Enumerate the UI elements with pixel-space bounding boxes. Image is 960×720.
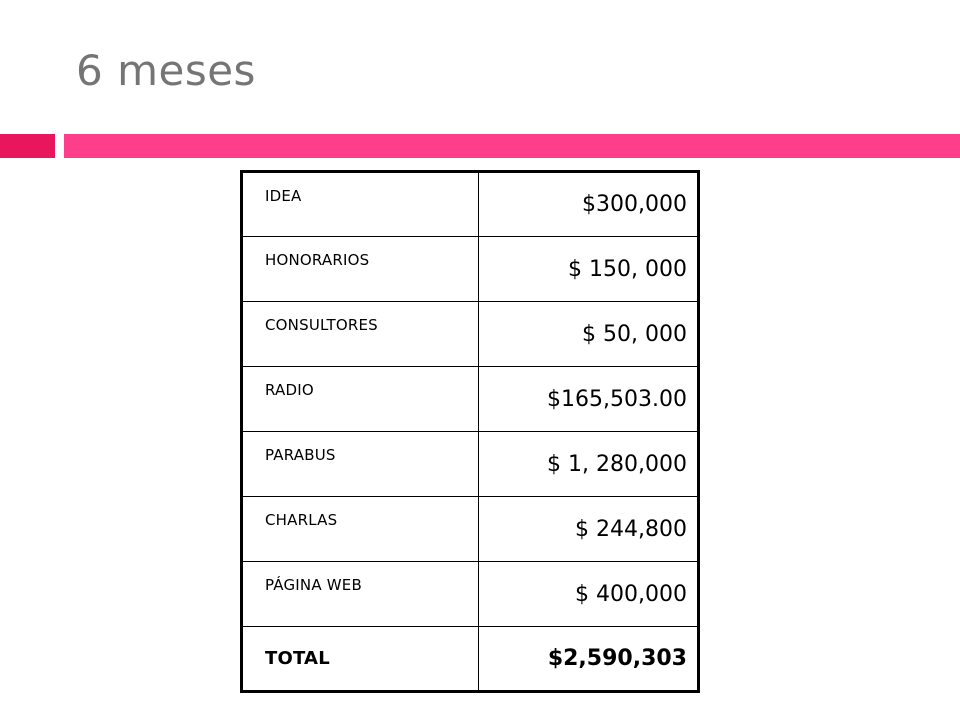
table-row bbox=[242, 497, 699, 562]
budget-table bbox=[240, 170, 700, 693]
row-label: IDEA bbox=[242, 172, 479, 237]
table-row bbox=[242, 237, 699, 302]
row-value: $ 1, 280,000 bbox=[479, 432, 699, 497]
total-value: $2,590,303 bbox=[479, 627, 699, 692]
accent-bar-right bbox=[64, 134, 960, 158]
row-label: PARABUS bbox=[242, 432, 479, 497]
slide-title: 6 meses bbox=[76, 46, 256, 95]
row-label: CONSULTORES bbox=[242, 302, 479, 367]
table-row bbox=[242, 367, 699, 432]
row-value: $ 400,000 bbox=[479, 562, 699, 627]
row-value: $300,000 bbox=[479, 172, 699, 237]
row-label: PÁGINA WEB bbox=[242, 562, 479, 627]
table-row bbox=[242, 432, 699, 497]
row-value: $ 150, 000 bbox=[479, 237, 699, 302]
total-row bbox=[242, 627, 699, 692]
row-value: $ 244,800 bbox=[479, 497, 699, 562]
table-row bbox=[242, 172, 699, 237]
row-label: HONORARIOS bbox=[242, 237, 479, 302]
row-label: CHARLAS bbox=[242, 497, 479, 562]
table-row bbox=[242, 302, 699, 367]
table-row bbox=[242, 562, 699, 627]
total-label: TOTAL bbox=[242, 627, 479, 692]
accent-bar-left bbox=[0, 134, 55, 158]
row-value: $165,503.00 bbox=[479, 367, 699, 432]
row-label: RADIO bbox=[242, 367, 479, 432]
row-value: $ 50, 000 bbox=[479, 302, 699, 367]
